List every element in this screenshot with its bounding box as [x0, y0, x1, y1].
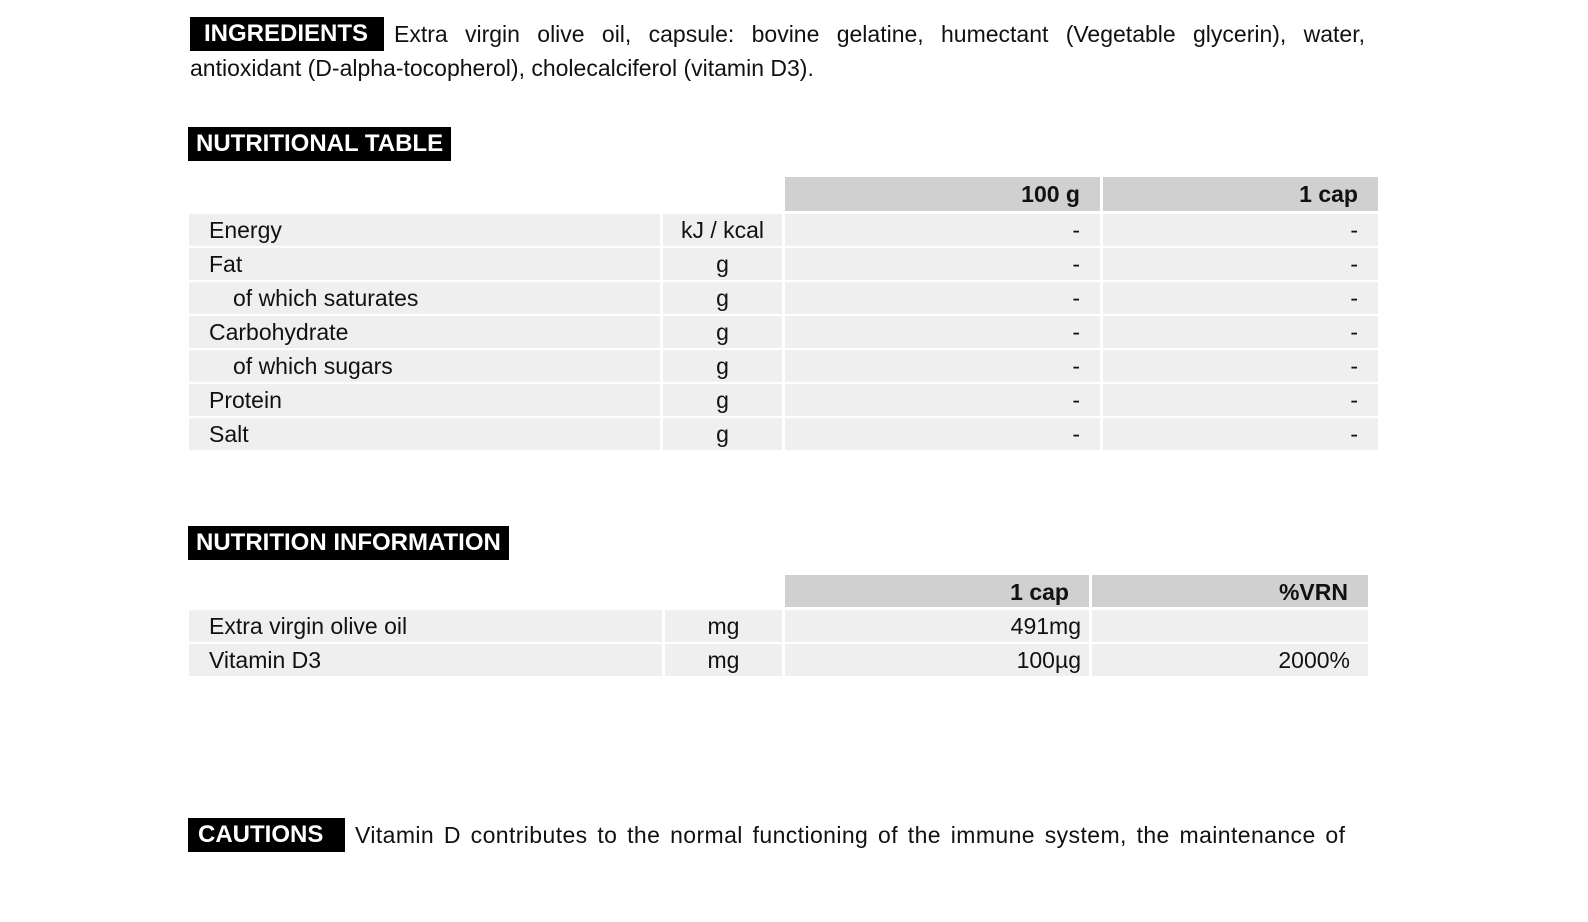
row-name-olive-oil: Extra virgin olive oil [189, 610, 662, 642]
row-unit-saturates: g [663, 282, 782, 314]
nutritional-table-title: NUTRITIONAL TABLE [188, 127, 451, 161]
row-100g-carbohydrate: - [785, 316, 1100, 348]
ingredients-paragraph [190, 17, 1365, 85]
row-name-energy: Energy [189, 214, 660, 246]
row-vrn-vitamin-d3: 2000% [1092, 644, 1368, 676]
row-1cap-carbohydrate: - [1103, 316, 1378, 348]
header-1cap: 1 cap [785, 575, 1089, 607]
row-name-carbohydrate: Carbohydrate [189, 316, 660, 348]
row-unit-protein: g [663, 384, 782, 416]
row-cap-vitamin-d3: 100µg [785, 644, 1089, 676]
row-name-protein: Protein [189, 384, 660, 416]
row-name-sugars: of which sugars [189, 350, 660, 382]
row-1cap-energy: - [1103, 214, 1378, 246]
row-unit-carbohydrate: g [663, 316, 782, 348]
row-name-saturates: of which saturates [189, 282, 660, 314]
row-1cap-fat: - [1103, 248, 1378, 280]
row-1cap-sugars: - [1103, 350, 1378, 382]
row-name-vitamin-d3: Vitamin D3 [189, 644, 662, 676]
row-1cap-salt: - [1103, 418, 1378, 450]
row-100g-sugars: - [785, 350, 1100, 382]
row-100g-saturates: - [785, 282, 1100, 314]
row-100g-energy: - [785, 214, 1100, 246]
row-1cap-protein: - [1103, 384, 1378, 416]
row-unit-vitamin-d3: mg [665, 644, 782, 676]
header-1cap: 1 cap [1103, 177, 1378, 211]
nutrition-information-title: NUTRITION INFORMATION [188, 526, 509, 560]
row-unit-salt: g [663, 418, 782, 450]
row-cap-olive-oil: 491mg [785, 610, 1089, 642]
row-1cap-saturates: - [1103, 282, 1378, 314]
row-100g-fat: - [785, 248, 1100, 280]
cautions-label: CAUTIONS [188, 818, 345, 852]
row-100g-protein: - [785, 384, 1100, 416]
cautions-paragraph [188, 818, 1381, 852]
row-vrn-olive-oil [1092, 610, 1368, 642]
cautions-text: Vitamin D contributes to the normal functioning of the immune system, the maintenance of [355, 822, 1346, 848]
header-vrn: %VRN [1092, 575, 1368, 607]
row-unit-fat: g [663, 248, 782, 280]
row-unit-energy: kJ / kcal [663, 214, 782, 246]
row-100g-salt: - [785, 418, 1100, 450]
row-name-fat: Fat [189, 248, 660, 280]
row-unit-sugars: g [663, 350, 782, 382]
row-name-salt: Salt [189, 418, 660, 450]
ingredients-label: INGREDIENTS [190, 17, 384, 51]
ingredients-text: Extra virgin olive oil, capsule: bovine gelatine, humectant (Vegetable glycerin), water, antioxidant (D-alpha-tocopherol), cholecalciferol (vitamin D3). [190, 21, 1365, 81]
row-unit-olive-oil: mg [665, 610, 782, 642]
header-100g: 100 g [785, 177, 1100, 211]
